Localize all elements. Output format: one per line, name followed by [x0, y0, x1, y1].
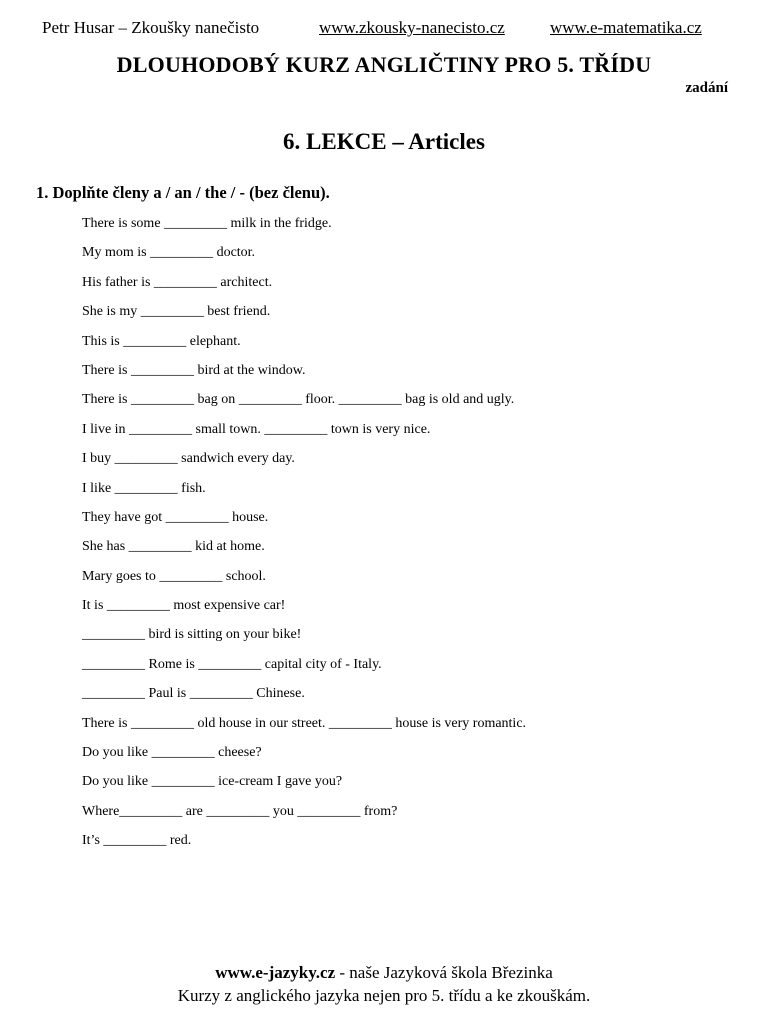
exercise-sentence: There is _________ bird at the window. — [82, 362, 306, 378]
exercise-sentence: Do you like _________ ice-cream I gave you? — [82, 774, 343, 790]
footer-tagline: - naše Jazyková škola Březinka — [335, 963, 553, 982]
document-subtitle: zadání — [685, 80, 728, 96]
exercise-sentence: I like _________ fish. — [82, 480, 206, 496]
exercise-sentence: My mom is _________ doctor. — [82, 245, 256, 261]
header-link-ematematika[interactable]: www.e-matematika.cz — [550, 18, 702, 37]
exercise-sentence: There is _________ bag on _________ floor. _________ bag is old and ugly. — [82, 392, 515, 408]
exercise-sentence: They have got _________ house. — [82, 509, 269, 525]
exercise-sentence: _________ Rome is _________ capital city of - Italy. — [82, 656, 382, 672]
document-title: DLOUHODOBÝ KURZ ANGLIČTINY PRO 5. TŘÍDU — [116, 52, 652, 77]
exercise-sentence: _________ Paul is _________ Chinese. — [82, 686, 305, 702]
header-link-zkousky[interactable]: www.zkousky-nanecisto.cz — [319, 18, 505, 37]
exercise-sentence: I live in _________ small town. _________ town is very nice. — [82, 421, 431, 437]
exercise-sentence: His father is _________ architect. — [82, 274, 273, 290]
exercise-sentence: This is _________ elephant. — [82, 333, 241, 349]
header-author: Petr Husar – Zkoušky nanečisto — [42, 18, 260, 37]
exercise-sentence: Where_________ are _________ you _________ from? — [82, 803, 398, 819]
exercise-sentence: Do you like _________ cheese? — [82, 745, 262, 761]
exercise-sentence: There is _________ old house in our street. _________ house is very romantic. — [82, 715, 527, 731]
footer-line-1 — [0, 963, 768, 983]
exercise-sentence: She is my _________ best friend. — [82, 304, 271, 320]
lesson-title: 6. LEKCE – Articles — [283, 129, 485, 154]
exercise-sentence: _________ bird is sitting on your bike! — [82, 627, 302, 643]
exercise-sentence: It is _________ most expensive car! — [82, 598, 286, 614]
exercise-sentence: It’s _________ red. — [82, 833, 192, 849]
footer-line-2: Kurzy z anglického jazyka nejen pro 5. třídu a ke zkouškám. — [177, 986, 591, 1005]
exercise-sentence: I buy _________ sandwich every day. — [82, 451, 295, 467]
exercise-sentence: Mary goes to _________ school. — [82, 568, 266, 584]
footer-site-link[interactable]: www.e-jazyky.cz — [215, 963, 336, 982]
exercise-sentence: She has _________ kid at home. — [82, 539, 265, 555]
exercise-sentence-list — [82, 216, 526, 863]
task-heading: 1. Doplňte členy a / an / the / - (bez členu). — [36, 183, 330, 202]
exercise-sentence: There is some _________ milk in the fridge. — [82, 216, 332, 231]
